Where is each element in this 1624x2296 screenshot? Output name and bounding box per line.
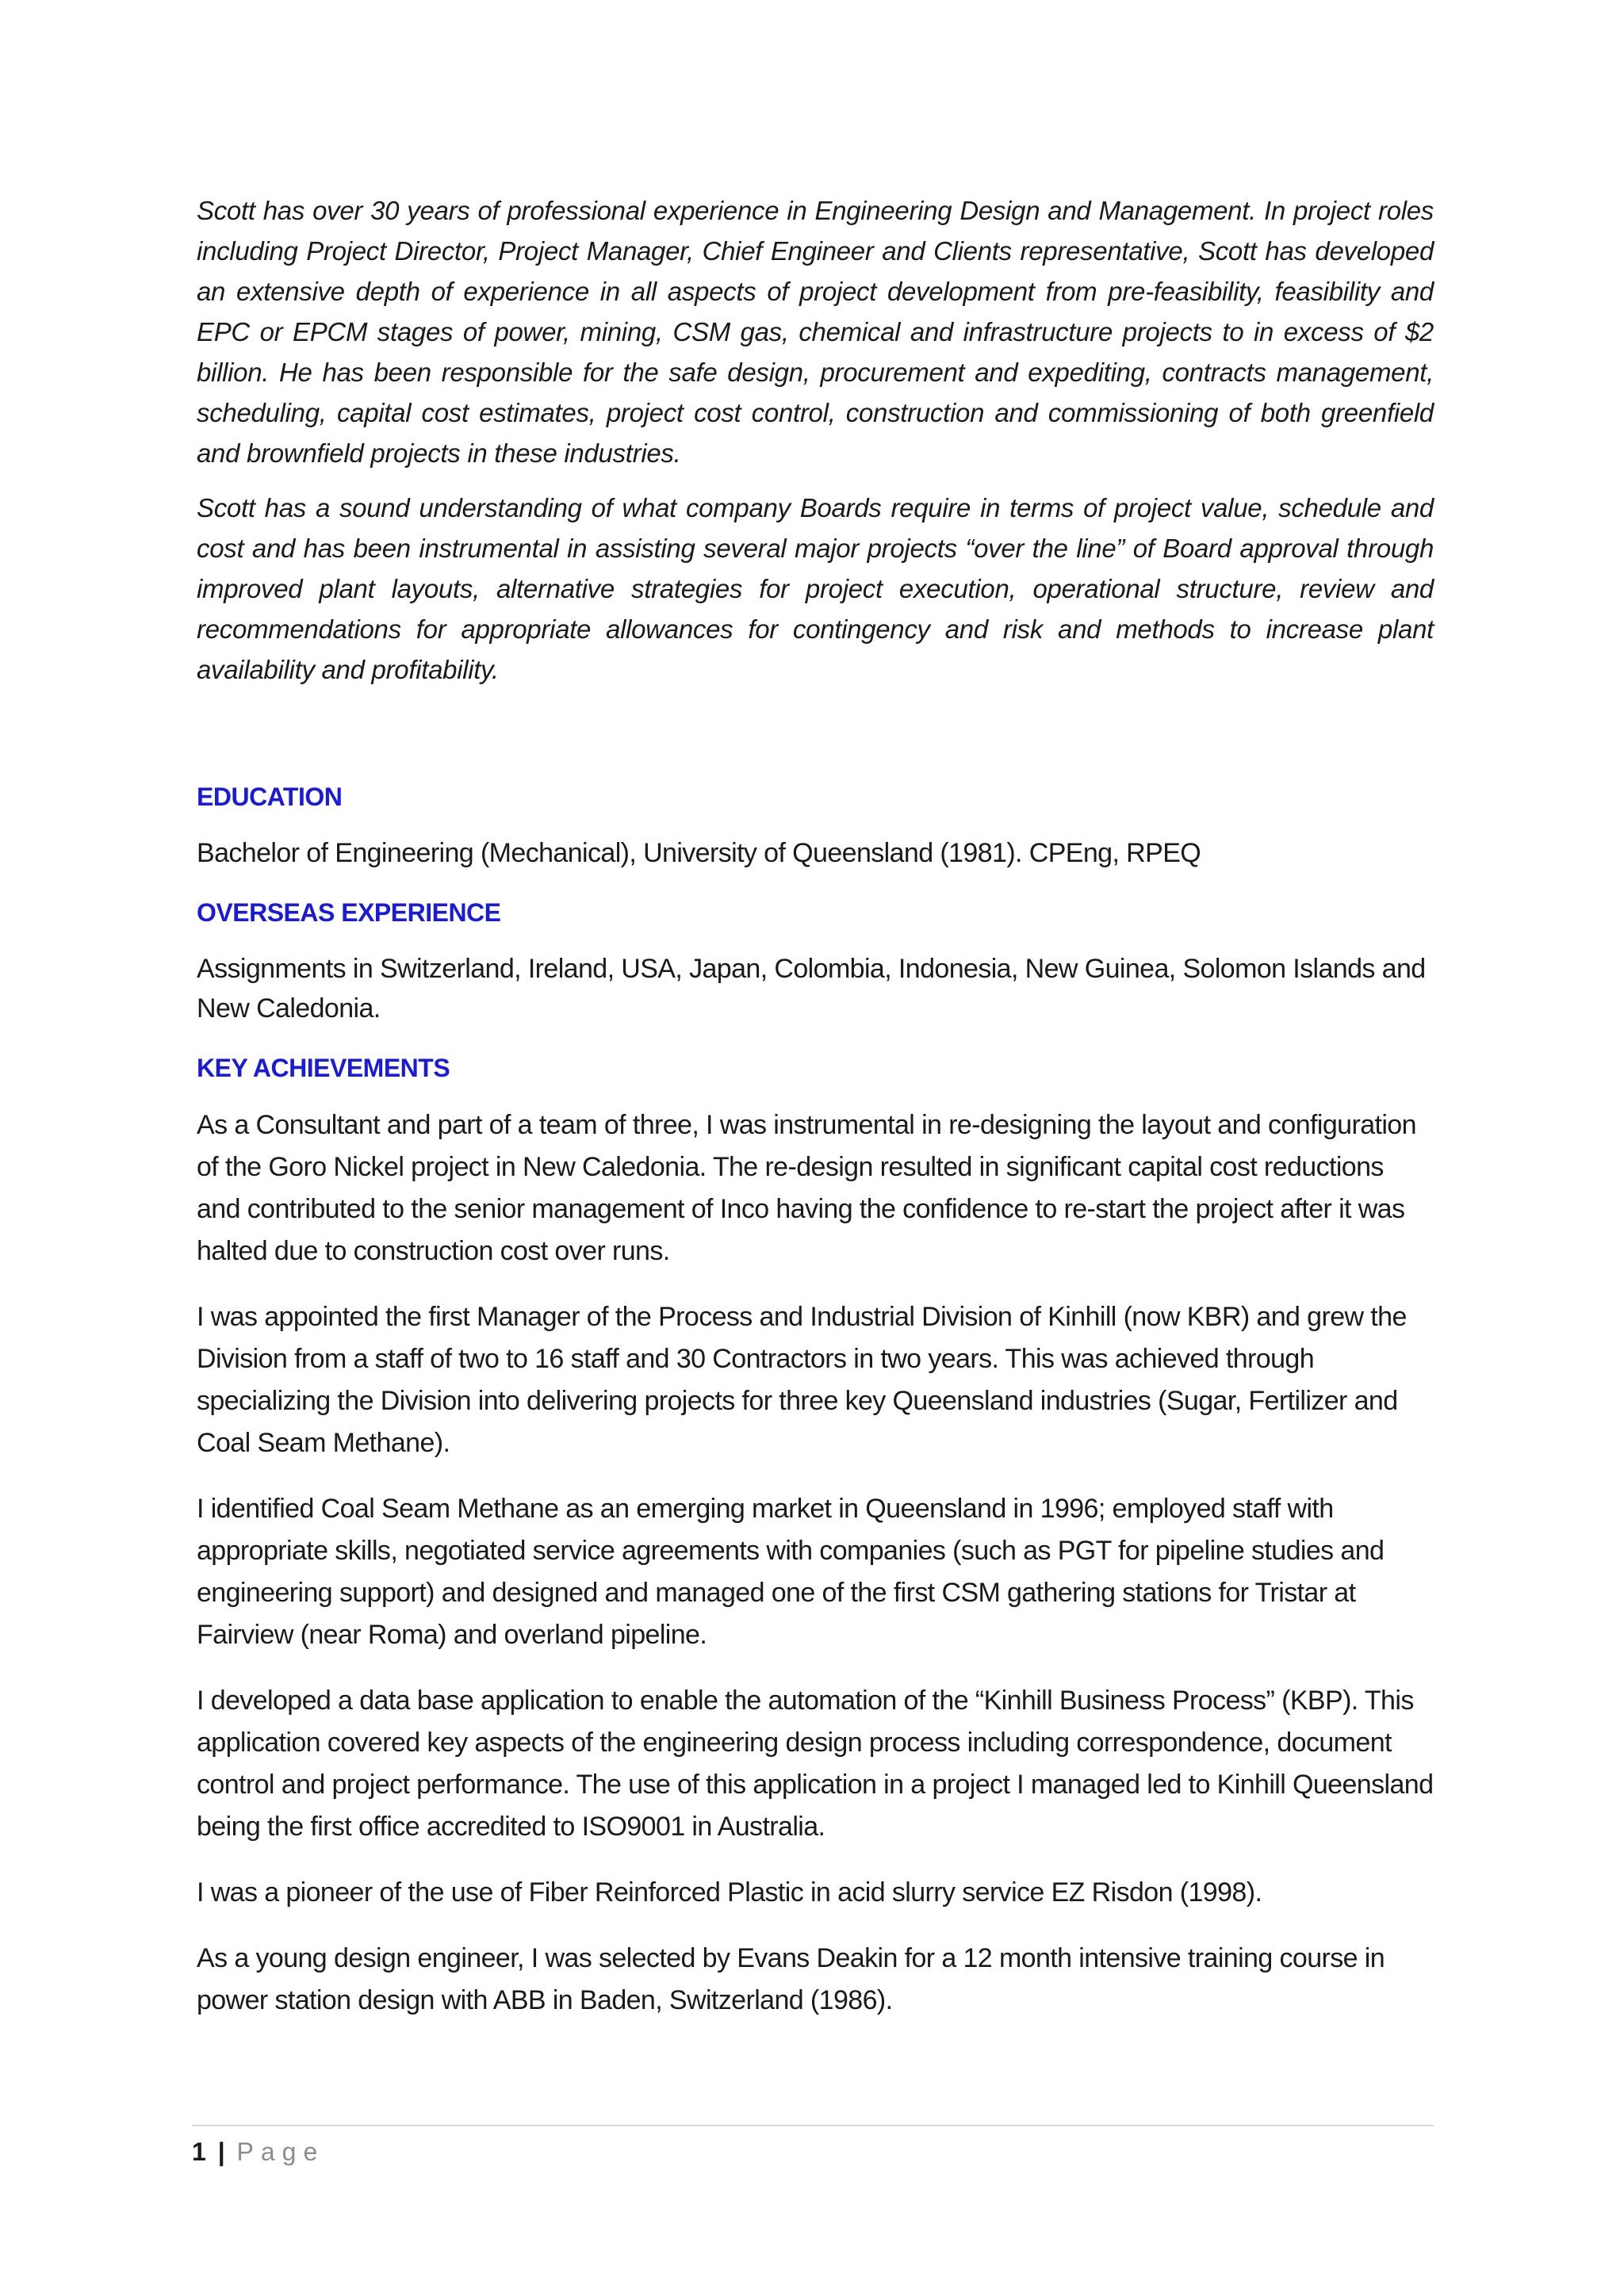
achievement-item: As a young design engineer, I was selected by Evans Deakin for a 12 month intensive training course in power station design with ABB in Baden, Switzerland (1986). <box>197 1943 1385 2015</box>
intro-section <box>197 190 1434 690</box>
achievements-section <box>197 1050 1434 2022</box>
footer-page-indicator <box>192 2134 1434 2169</box>
footer-divider <box>192 2125 1434 2126</box>
education-text: Bachelor of Engineering (Mechanical), University of Queensland (1981). CPEng, RPEQ <box>197 838 1201 868</box>
achievements-heading: KEY ACHIEVEMENTS <box>197 1054 450 1082</box>
education-heading: EDUCATION <box>197 783 343 811</box>
footer-separator: | <box>217 2137 225 2166</box>
page-footer <box>192 2125 1434 2169</box>
achievement-item: I was appointed the first Manager of the Process and Industrial Division of Kinhill (now KBR) and grew the Division from a staff of two to 16 staff and 30 Contractors in two years. This was achieved through specializing the Division into delivering projects for three key Queensland industries (Sugar, Fertilizer and Coal Seam Methane). <box>197 1302 1407 1458</box>
achievement-item: I identified Coal Seam Methane as an emerging market in Queensland in 1996; employed staff with appropriate skills, negotiated service agreements with companies (such as PGT for pipeline studies and engineering support) and designed and managed one of the first CSM gathering stations for Tristar at Fairview (near Roma) and overland pipeline. <box>197 1494 1385 1650</box>
overseas-heading: OVERSEAS EXPERIENCE <box>197 898 501 927</box>
section-spacer <box>197 704 1434 779</box>
education-section <box>197 779 1434 873</box>
achievement-item: As a Consultant and part of a team of three, I was instrumental in re-designing the layout and configuration of the Goro Nickel project in New Caledonia. The re-design resulted in significant capital cost reductions and contributed to the senior management of Inco having the confidence to re-start the project after it was halted due to construction cost over runs. <box>197 1110 1416 1266</box>
intro-paragraph-2: Scott has a sound understanding of what company Boards require in terms of project value, schedule and cost and has been instrumental in assisting several major projects “over the line” of Board approval through improved plant layouts, alternative strategies for project execution, operational structure, review and recommendations for appropriate allowances for contingency and risk and methods to increase plant availability and profitability. <box>197 493 1434 684</box>
footer-page-label: Page <box>236 2137 325 2166</box>
document-page <box>197 190 1434 2045</box>
overseas-text: Assignments in Switzerland, Ireland, USA, Japan, Colombia, Indonesia, New Guinea, Solomon Islands and New Caledonia. <box>197 954 1426 1024</box>
page-number: 1 <box>192 2137 206 2166</box>
overseas-section <box>197 895 1434 1028</box>
intro-paragraph-1: Scott has over 30 years of professional experience in Engineering Design and Management. In project roles including Project Director, Project Manager, Chief Engineer and Clients representative, Scott has developed an extensive depth of experience in all aspects of project development from pre-feasibility, feasibility and EPC or EPCM stages of power, mining, CSM gas, chemical and infrastructure projects to in excess of $2 billion. He has been responsible for the safe design, procurement and expediting, contracts management, scheduling, capital cost estimates, project cost control, construction and commissioning of both greenfield and brownfield projects in these industries. <box>197 196 1434 468</box>
achievement-item: I was a pioneer of the use of Fiber Reinforced Plastic in acid slurry service EZ Risdon (1998). <box>197 1877 1262 1908</box>
achievement-item: I developed a data base application to enable the automation of the “Kinhill Business Process” (KBP). This application covered key aspects of the engineering design process including correspondence, document control and project performance. The use of this application in a project I managed led to Kinhill Queensland being the first office accredited to ISO9001 in Australia. <box>197 1686 1434 1842</box>
